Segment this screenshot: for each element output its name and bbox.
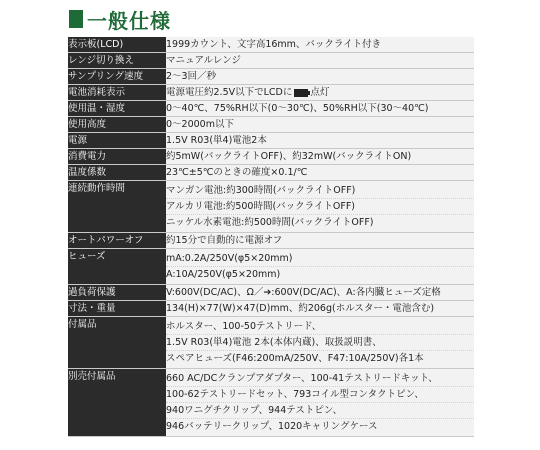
spec-value-line: 1999カウント、文字高16mm、バックライト付き	[166, 39, 382, 50]
spec-label: 表示板(LCD)	[68, 37, 166, 53]
spec-value-text: 点灯	[310, 87, 330, 98]
spec-label: 電源	[68, 133, 166, 149]
spec-label: 過負荷保護	[68, 285, 166, 301]
spec-value	[166, 69, 474, 85]
spec-row	[68, 133, 474, 149]
spec-value	[166, 133, 474, 149]
spec-row	[68, 149, 474, 165]
spec-value	[166, 285, 474, 301]
spec-value-line: マンガン電池:約300時間(バックライトOFF)	[166, 185, 356, 196]
spec-row	[68, 181, 474, 233]
spec-value-line: 0～40℃、75%RH以下(0～30℃)、50%RH以下(30～40℃)	[166, 103, 429, 114]
spec-value-line: ホルスター、100-50テストリード、	[166, 321, 322, 332]
spec-value	[166, 117, 474, 133]
spec-value	[166, 301, 474, 317]
spec-label: 使用温・湿度	[68, 101, 166, 117]
spec-value	[166, 249, 474, 285]
spec-row	[68, 317, 474, 369]
spec-value-line: 2～3回／秒	[166, 71, 217, 82]
spec-value	[166, 149, 474, 165]
spec-value-line: ニッケル水素電池:約500時間(バックライトOFF)	[166, 214, 474, 230]
spec-value	[166, 85, 474, 101]
spec-label: 使用高度	[68, 117, 166, 133]
spec-label: オートパワーオフ	[68, 233, 166, 249]
spec-label: サンプリング速度	[68, 69, 166, 85]
spec-row	[68, 249, 474, 285]
spec-value-line: 約5mW(バックライトOFF)、約32mW(バックライトON)	[166, 151, 412, 162]
spec-value-line: 1.5V R03(単4)電池 2本(本体内蔵)、取扱説明書、	[166, 334, 474, 350]
spec-label: 付属品	[68, 317, 166, 369]
battery-low-icon	[294, 89, 308, 97]
spec-label: レンジ切り換え	[68, 53, 166, 69]
spec-value-line: V:600V(DC/AC)、Ω／➔:600V(DC/AC)、A:各内臓ヒューズ定格	[166, 287, 441, 298]
spec-label: 連続動作時間	[68, 181, 166, 233]
spec-value-line: 約15分で自動的に電源オフ	[166, 235, 283, 246]
spec-value-line: アルカリ電池:約500時間(バックライトOFF)	[166, 198, 474, 214]
spec-row	[68, 165, 474, 181]
page-title: 一般仕様	[87, 8, 171, 33]
spec-row	[68, 369, 474, 437]
spec-label: 寸法・重量	[68, 301, 166, 317]
spec-value-line: mA:0.2A/250V(φ5×20mm)	[166, 253, 293, 264]
spec-label: 別売付属品	[68, 369, 166, 437]
spec-value-line: 0～2000m以下	[166, 119, 234, 130]
spec-label: 消費電力	[68, 149, 166, 165]
spec-table	[68, 37, 474, 437]
spec-row	[68, 233, 474, 249]
spec-row	[68, 85, 474, 101]
spec-value-line: 100-62テストリードセット、793コイル型コンタクトピン、	[166, 386, 474, 402]
spec-value	[166, 181, 474, 233]
spec-value-line	[166, 85, 474, 100]
spec-value	[166, 165, 474, 181]
spec-value-line: A:10A/250V(φ5×20mm)	[166, 266, 474, 282]
spec-value	[166, 101, 474, 117]
spec-row	[68, 53, 474, 69]
spec-row	[68, 37, 474, 53]
spec-row	[68, 101, 474, 117]
spec-value	[166, 369, 474, 437]
spec-row	[68, 301, 474, 317]
spec-row	[68, 117, 474, 133]
spec-value-line: 940ワニグチクリップ、944テストピン、	[166, 402, 474, 418]
spec-value	[166, 53, 474, 69]
spec-value-line: 946バッテリークリップ、1020キャリングケース	[166, 418, 474, 434]
section-title	[69, 4, 171, 34]
spec-value	[166, 37, 474, 53]
spec-label: 電池消耗表示	[68, 85, 166, 101]
spec-value-text: 電源電圧約2.5V以下でLCDに	[166, 87, 293, 98]
spec-value-line: 134(H)×77(W)×47(D)mm、約206g(ホルスター・電池含む)	[166, 303, 435, 314]
spec-label: 温度係数	[68, 165, 166, 181]
spec-value-line: 660 AC/DCクランプアダプター、100-41テストリードキット、	[166, 373, 438, 384]
spec-value	[166, 233, 474, 249]
spec-value	[166, 317, 474, 369]
title-marker	[69, 10, 83, 28]
spec-row	[68, 285, 474, 301]
spec-value-line: スペアヒューズ(F46:200mA/250V、F47:10A/250V)各1本	[166, 350, 474, 366]
spec-value-line: 1.5V R03(単4)電池2本	[166, 135, 267, 146]
spec-row	[68, 69, 474, 85]
spec-value-line: 23℃±5℃のときの確度×0.1/℃	[166, 167, 308, 178]
spec-value-line: マニュアルレンジ	[166, 55, 241, 66]
spec-label: ヒューズ	[68, 249, 166, 285]
